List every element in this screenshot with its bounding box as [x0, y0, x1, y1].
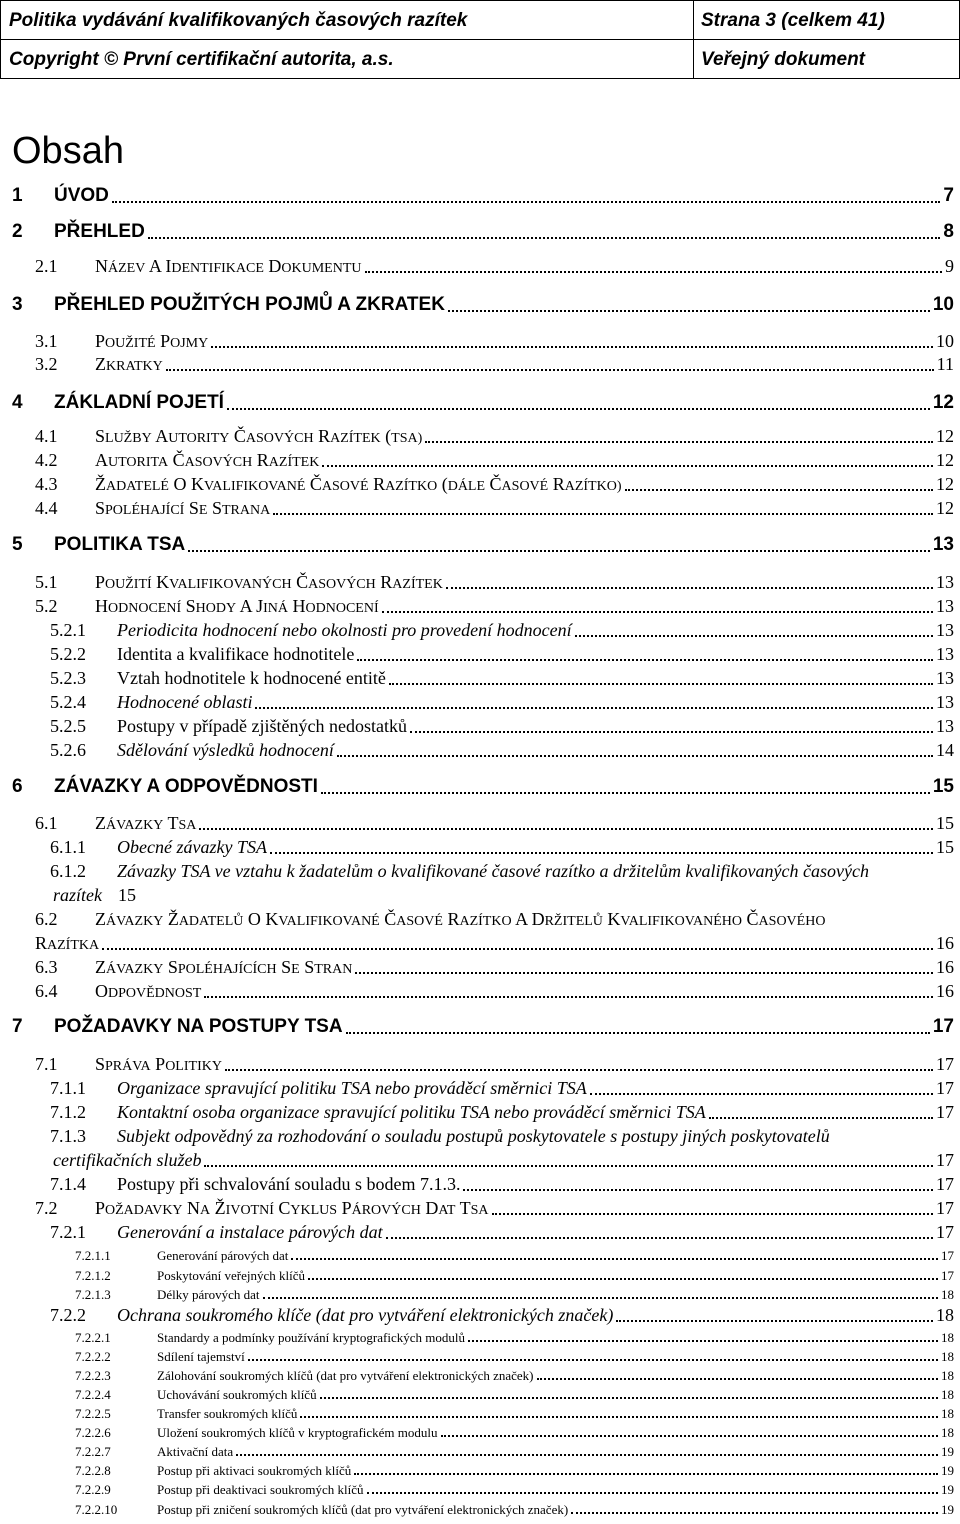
toc-entry-page: 15: [932, 776, 954, 797]
toc-entry-title[interactable]: AUTORITA ČASOVÝCH RAZÍTEK: [95, 450, 320, 470]
toc-entry-title-cont: certifikačních služeb: [53, 1150, 202, 1170]
toc-entry[interactable]: [0, 426, 960, 447]
toc-entry-title[interactable]: Transfer soukromých klíčů: [157, 1406, 298, 1421]
toc-entry-page: 16: [936, 957, 954, 977]
toc-entry-number: 6: [12, 776, 23, 797]
toc-entry-page: 17: [936, 1198, 954, 1218]
toc-leader-dots: [227, 408, 930, 410]
toc-entry-page: 17: [941, 1268, 954, 1283]
toc-entry[interactable]: [0, 354, 960, 375]
toc-entry-number: 5.2.3: [50, 668, 86, 688]
toc-entry-page: 17: [932, 1016, 954, 1037]
toc-entry[interactable]: [0, 716, 960, 737]
toc-entry-number: 5.2.4: [50, 692, 86, 712]
toc-entry[interactable]: [0, 1016, 960, 1038]
toc-entry-page: 12: [932, 392, 954, 413]
toc-entry-number: 5.2.5: [50, 716, 86, 736]
toc-entry-page: 19: [941, 1463, 954, 1478]
toc-entry-title[interactable]: Uložení soukromých klíčů v kryptografickém modulu: [157, 1425, 438, 1440]
toc-entry-page: 7: [943, 185, 954, 206]
toc-entry[interactable]: [0, 837, 960, 858]
toc-entry[interactable]: [0, 909, 960, 930]
toc-leader-dots: [337, 755, 933, 757]
toc-entry-page: 9: [945, 256, 954, 276]
toc-entry-page: 13: [936, 692, 954, 712]
toc-entry[interactable]: [0, 861, 960, 882]
toc-entry-page: 16: [936, 981, 954, 1001]
toc-entry-number: 6.2: [35, 909, 58, 929]
toc-entry-page: 17: [936, 1174, 954, 1194]
toc-entry-title-cont: RAZÍTKA: [35, 933, 100, 953]
toc-leader-dots: [273, 513, 933, 515]
toc-entry-title[interactable]: POŽADAVKY NA POSTUPY TSA: [54, 1016, 343, 1037]
toc-entry-page: 13: [936, 644, 954, 664]
toc-entry-title[interactable]: Poskytování veřejných klíčů: [157, 1268, 306, 1283]
toc-entry-number: 1: [12, 185, 23, 206]
toc-entry-title[interactable]: Sdělování výsledků hodnocení: [117, 740, 334, 760]
toc-entry[interactable]: [0, 776, 960, 798]
toc-entry-title[interactable]: ZÁVAZKY ŽADATELŮ O KVALIFIKOVANÉ ČASOVÉ RAZÍTKO A DRŽITELŮ KVALIFIKOVANÉHO ČASOVÉHO: [95, 909, 826, 929]
toc-leader-dots: [270, 852, 933, 854]
toc-entry[interactable]: [0, 1406, 960, 1422]
toc-entry-number: 2: [12, 221, 23, 242]
toc-entry-number: 7.2.1.2: [75, 1268, 111, 1283]
toc-entry-page: 19: [941, 1444, 954, 1459]
toc-entry-number: 3.1: [35, 331, 58, 351]
toc-leader-dots: [709, 1117, 933, 1119]
toc-entry-title[interactable]: Délky párových dat: [157, 1287, 260, 1302]
toc-entry-page: 13: [936, 620, 954, 640]
toc-leader-dots: [308, 1278, 938, 1280]
header-row-2: [0, 40, 960, 79]
toc-entry-page: 17: [936, 1054, 954, 1074]
toc-entry-title[interactable]: HODNOCENÍ SHODY A JINÁ HODNOCENÍ: [95, 596, 379, 616]
toc-entry-page: 13: [936, 716, 954, 736]
toc-entry-number: 4.1: [35, 426, 58, 446]
toc-entry-page: 17: [941, 1248, 954, 1263]
toc-leader-dots: [148, 237, 941, 239]
toc-leader-dots: [300, 1416, 938, 1418]
toc-entry-title[interactable]: PŘEHLED POUŽITÝCH POJMŮ A ZKRATEK: [54, 294, 445, 315]
toc-leader-dots: [425, 441, 933, 443]
toc-entry-title[interactable]: ODPOVĚDNOST: [95, 981, 202, 1001]
toc-entry-number: 6.4: [35, 981, 58, 1001]
toc-entry-number: 7.2.2: [50, 1305, 86, 1325]
toc-entry-title[interactable]: Standardy a podmínky používání kryptografických modulů: [157, 1330, 465, 1345]
toc-entry[interactable]: [0, 1054, 960, 1075]
toc-entry-title[interactable]: SPOLÉHAJÍCÍ SE STRANA: [95, 498, 271, 518]
toc-entry-page: 12: [936, 426, 954, 446]
toc-entry[interactable]: [0, 1368, 960, 1384]
toc-leader-dots: [410, 731, 933, 733]
toc-entry-page: 12: [936, 474, 954, 494]
toc-leader-dots: [291, 1258, 938, 1260]
toc-entry-title[interactable]: SLUŽBY AUTORITY ČASOVÝCH RAZÍTEK (TSA): [95, 426, 423, 446]
toc-entry[interactable]: [0, 1425, 960, 1441]
toc-entry[interactable]: [0, 474, 960, 495]
toc-entry-number: 7.1.3: [50, 1126, 86, 1146]
toc-entry-number: 3.2: [35, 354, 58, 374]
toc-entry-page: 8: [943, 221, 954, 242]
toc-entry-title[interactable]: ZÁVAZKY SPOLÉHAJÍCÍCH SE STRAN: [95, 957, 353, 977]
toc-entry-title[interactable]: Organizace spravující politiku TSA nebo prováděcí směrnici TSA: [117, 1078, 587, 1098]
toc-leader-dots: [211, 346, 933, 348]
toc-entry[interactable]: [0, 331, 960, 352]
toc-entry-page: 17: [936, 1102, 954, 1122]
toc-leader-dots: [468, 1340, 938, 1342]
toc-entry-number: 6.1.1: [50, 837, 86, 857]
toc-entry[interactable]: [0, 1463, 960, 1479]
toc-entry-title[interactable]: Subjekt odpovědný za rozhodování o souladu postupů poskytovatele s postupy jiných poskytovatelů: [117, 1126, 830, 1146]
toc-leader-dots: [492, 1213, 933, 1215]
toc-entry[interactable]: [0, 620, 960, 641]
toc-entry-title[interactable]: Ochrana soukromého klíče (dat pro vytváření elektronických značek): [117, 1305, 614, 1325]
toc-entry-page: 15: [936, 813, 954, 833]
toc-entry-page: 15: [118, 885, 136, 905]
toc-entry-number: 7.2.1: [50, 1222, 86, 1242]
toc-entry-number: 5: [12, 534, 23, 555]
toc-leader-dots: [625, 489, 934, 491]
toc-entry[interactable]: [0, 1174, 960, 1195]
toc-entry-number: 6.1.2: [50, 861, 86, 881]
toc-title: Obsah: [12, 130, 124, 172]
toc-entry-number: 5.1: [35, 572, 58, 592]
toc-entry-number: 7.1.4: [50, 1174, 86, 1194]
toc-entry-number: 5.2.6: [50, 740, 86, 760]
toc-entry-page: 19: [941, 1502, 954, 1517]
toc-leader-dots: [102, 948, 933, 950]
toc-leader-dots: [590, 1093, 933, 1095]
toc-entry[interactable]: [0, 1222, 960, 1243]
toc-entry-number: 7.1.2: [50, 1102, 86, 1122]
toc-entry[interactable]: [0, 1126, 960, 1147]
toc-entry-page: 18: [941, 1349, 954, 1364]
toc-leader-dots: [166, 369, 934, 371]
classification-label: Veřejný dokument: [701, 49, 866, 70]
toc-entry-page: 18: [941, 1387, 954, 1402]
toc-entry-page: 18: [941, 1287, 954, 1302]
toc-entry-page: 18: [941, 1368, 954, 1383]
toc-entry[interactable]: [0, 294, 960, 316]
toc-entry-title[interactable]: ZÁKLADNÍ POJETÍ: [54, 392, 224, 413]
toc-entry-number: 2.1: [35, 256, 58, 276]
toc-entry-title[interactable]: NÁZEV A IDENTIFIKACE DOKUMENTU: [95, 256, 362, 276]
toc-entry-number: 3: [12, 294, 23, 315]
toc-entry-number: 7.2.1.3: [75, 1287, 111, 1302]
toc-entry[interactable]: [0, 1482, 960, 1498]
toc-entry-title[interactable]: Identita a kvalifikace hodnotitele: [117, 644, 355, 664]
toc-entry-title[interactable]: ZÁVAZKY TSA: [95, 813, 197, 833]
toc-entry-number: 7.2.2.10: [75, 1502, 118, 1517]
toc-entry-number: 7.2.2.5: [75, 1406, 111, 1421]
toc-entry-number: 4: [12, 392, 23, 413]
toc-entry-title[interactable]: Hodnocené oblasti: [117, 692, 253, 712]
toc-entry[interactable]: [0, 256, 960, 277]
toc-entry-title[interactable]: ÚVOD: [54, 185, 109, 206]
toc-entry[interactable]: [0, 1198, 960, 1219]
toc-entry[interactable]: [0, 692, 960, 713]
toc-entry[interactable]: [0, 1248, 960, 1264]
toc-entry-number: 7.2.2.3: [75, 1368, 111, 1383]
toc-leader-dots: [446, 587, 933, 589]
toc-entry-number: 7.2.2.4: [75, 1387, 111, 1402]
toc-entry-number: 7.2.1.1: [75, 1248, 111, 1263]
toc-entry[interactable]: [0, 221, 960, 243]
toc-entry[interactable]: [0, 668, 960, 689]
toc-entry-page: 13: [936, 668, 954, 688]
toc-leader-dots: [365, 271, 942, 273]
toc-entry[interactable]: [0, 392, 960, 414]
toc-entry-title[interactable]: Aktivační data: [157, 1444, 234, 1459]
toc-entry-number: 7.2.2.1: [75, 1330, 111, 1345]
toc-entry-number: 6.1: [35, 813, 58, 833]
toc-entry-title[interactable]: Závazky TSA ve vztahu k žadatelům o kvalifikované časové razítko a držitelům kvalifikovaných časových: [117, 861, 869, 881]
toc-entry-number: 5.2.1: [50, 620, 86, 640]
toc-entry[interactable]: [0, 957, 960, 978]
toc-entry[interactable]: [0, 1287, 960, 1303]
toc-entry-title[interactable]: ZÁVAZKY A ODPOVĚDNOSTI: [54, 776, 318, 797]
toc-entry-title[interactable]: POŽADAVKY NA ŽIVOTNÍ CYKLUS PÁROVÝCH DAT TSA: [95, 1198, 489, 1218]
toc-entry-page: 12: [936, 450, 954, 470]
toc-leader-dots: [320, 1397, 938, 1399]
toc-leader-dots: [322, 465, 933, 467]
toc-entry-number: 7.1.1: [50, 1078, 86, 1098]
toc-entry-title[interactable]: Postupy při schvalování souladu s bodem 7.1.3.: [117, 1174, 461, 1194]
toc-entry[interactable]: [0, 1444, 960, 1460]
toc-leader-dots: [354, 1473, 938, 1475]
toc-entry-title[interactable]: Vztah hodnotitele k hodnocené entitě: [117, 668, 386, 688]
toc-entry-title[interactable]: POLITIKA TSA: [54, 534, 186, 555]
toc-entry-number: 7.2.2.6: [75, 1425, 111, 1440]
toc-entry-page: 11: [936, 354, 954, 374]
toc-entry-title[interactable]: Generování a instalace párových dat: [117, 1222, 383, 1242]
toc-entry[interactable]: [0, 1330, 960, 1346]
toc-leader-dots: [188, 550, 930, 552]
toc-entry-title[interactable]: Zálohování soukromých klíčů (dat pro vytváření elektronických značek): [157, 1368, 534, 1383]
document-title: Politika vydávání kvalifikovaných časových razítek: [9, 10, 468, 31]
toc-entry[interactable]: [0, 1387, 960, 1403]
toc-entry[interactable]: [0, 534, 960, 556]
toc-entry-title[interactable]: Obecné závazky TSA: [117, 837, 267, 857]
toc-leader-dots: [463, 1189, 933, 1191]
toc-entry-title[interactable]: ZKRATKY: [95, 354, 163, 374]
toc-entry[interactable]: [0, 740, 960, 761]
toc-leader-dots: [263, 1297, 938, 1299]
toc-entry-continuation[interactable]: [0, 1150, 960, 1171]
toc-entry-title[interactable]: POUŽITÍ KVALIFIKOVANÝCH ČASOVÝCH RAZÍTEK: [95, 572, 443, 592]
toc-leader-dots: [255, 707, 933, 709]
toc-entry-continuation[interactable]: [0, 933, 960, 954]
toc-entry[interactable]: [0, 1305, 960, 1326]
toc-leader-dots: [236, 1454, 938, 1456]
toc-leader-dots: [225, 1069, 933, 1071]
toc-leader-dots: [616, 1320, 933, 1322]
toc-entry-page: 18: [936, 1305, 954, 1325]
toc-entry-title[interactable]: Periodicita hodnocení nebo okolnosti pro provedení hodnocení: [117, 620, 572, 640]
toc-entry-number: 7.2.2.8: [75, 1463, 111, 1478]
toc-entry-continuation[interactable]: [0, 885, 960, 906]
toc-entry-page: 10: [932, 294, 954, 315]
toc-entry-page: 17: [936, 1078, 954, 1098]
toc-leader-dots: [248, 1359, 938, 1361]
toc-entry-title[interactable]: Kontaktní osoba organizace spravující politiku TSA nebo prováděcí směrnici TSA: [117, 1102, 706, 1122]
toc-leader-dots: [112, 201, 941, 203]
toc-leader-dots: [382, 611, 933, 613]
toc-leader-dots: [204, 1165, 933, 1167]
toc-entry-title[interactable]: Postup při deaktivaci soukromých klíčů: [157, 1482, 364, 1497]
toc-entry-page: 13: [936, 596, 954, 616]
toc-entry-number: 7.2.2.7: [75, 1444, 111, 1459]
toc-entry[interactable]: [0, 1078, 960, 1099]
toc-entry-number: 5.2.2: [50, 644, 86, 664]
page-indicator: Strana 3 (celkem 41): [701, 10, 885, 31]
toc-entry[interactable]: [0, 644, 960, 665]
toc-entry-page: 15: [936, 837, 954, 857]
toc-leader-dots: [321, 792, 930, 794]
toc-entry-page: 13: [932, 534, 954, 555]
toc-entry-page: 17: [936, 1222, 954, 1242]
toc-leader-dots: [386, 1237, 933, 1239]
toc-entry-title[interactable]: Sdílení tajemství: [157, 1349, 245, 1364]
toc-entry-page: 14: [936, 740, 954, 760]
toc-entry-number: 7.2.2.9: [75, 1482, 111, 1497]
toc-leader-dots: [367, 1492, 938, 1494]
toc-entry[interactable]: [0, 185, 960, 207]
toc-entry-title-cont: razítek: [53, 885, 102, 905]
toc-entry-page: 12: [936, 498, 954, 518]
toc-entry-page: 17: [936, 1150, 954, 1170]
toc-entry-number: 7: [12, 1016, 23, 1037]
toc-entry-number: 4.4: [35, 498, 58, 518]
toc-entry-title[interactable]: Postup při aktivaci soukromých klíčů: [157, 1463, 352, 1478]
toc-leader-dots: [571, 1512, 938, 1514]
toc-leader-dots: [575, 635, 933, 637]
toc-entry-page: 18: [941, 1406, 954, 1421]
toc-entry-title[interactable]: ŽADATELÉ O KVALIFIKOVANÉ ČASOVÉ RAZÍTKO (DÁLE ČASOVÉ RAZÍTKO): [95, 474, 622, 494]
toc-entry-number: 5.2: [35, 596, 58, 616]
toc-entry-page: 18: [941, 1425, 954, 1440]
toc-entry-page: 18: [941, 1330, 954, 1345]
toc-leader-dots: [448, 310, 930, 312]
toc-entry[interactable]: [0, 450, 960, 471]
header-row-1: [0, 0, 960, 40]
toc-entry[interactable]: [0, 1502, 960, 1518]
toc-leader-dots: [346, 1032, 930, 1034]
toc-entry-title[interactable]: Postupy v případě zjištěných nedostatků: [117, 716, 407, 736]
toc-entry-page: 19: [941, 1482, 954, 1497]
toc-leader-dots: [355, 972, 933, 974]
toc-entry-page: 10: [936, 331, 954, 351]
toc-entry-title[interactable]: Uchovávání soukromých klíčů: [157, 1387, 317, 1402]
toc-entry-number: 6.3: [35, 957, 58, 977]
toc-entry-title[interactable]: SPRÁVA POLITIKY: [95, 1054, 222, 1074]
toc-entry[interactable]: [0, 498, 960, 519]
toc-entry-number: 7.2: [35, 1198, 58, 1218]
toc-leader-dots: [441, 1435, 938, 1437]
toc-entry-number: 7.2.2.2: [75, 1349, 111, 1364]
toc-entry[interactable]: [0, 981, 960, 1002]
toc-entry[interactable]: [0, 1102, 960, 1123]
toc-entry[interactable]: [0, 1268, 960, 1284]
toc-leader-dots: [199, 828, 933, 830]
toc-entry[interactable]: [0, 813, 960, 834]
toc-entry[interactable]: [0, 1349, 960, 1365]
toc-entry-number: 4.3: [35, 474, 58, 494]
toc-leader-dots: [204, 996, 933, 998]
toc-entry-title[interactable]: POUŽITÉ POJMY: [95, 331, 209, 351]
toc-leader-dots: [537, 1378, 938, 1380]
toc-leader-dots: [389, 683, 933, 685]
toc-entry-page: 13: [936, 572, 954, 592]
toc-entry[interactable]: [0, 596, 960, 617]
toc-entry[interactable]: [0, 572, 960, 593]
toc-entry-page: 16: [936, 933, 954, 953]
toc-entry-number: 7.1: [35, 1054, 58, 1074]
toc-entry-title[interactable]: PŘEHLED: [54, 221, 145, 242]
toc-entry-title[interactable]: Postup při zničení soukromých klíčů (dat pro vytváření elektronických značek): [157, 1502, 569, 1517]
copyright-notice: Copyright © První certifikační autorita, a.s.: [9, 49, 394, 70]
toc-entry-title[interactable]: Generování párových dat: [157, 1248, 289, 1263]
toc-entry-number: 4.2: [35, 450, 58, 470]
toc-leader-dots: [357, 659, 933, 661]
